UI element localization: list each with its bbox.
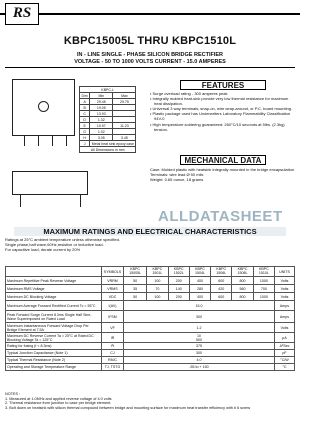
lead xyxy=(66,136,67,146)
lead xyxy=(80,195,81,207)
table-row: Maximum RMS Voltage VRMS 35 70 140 280 420 560 700 Volts xyxy=(6,285,295,293)
dim-cell: E xyxy=(80,123,90,129)
table-row: Maximum Repetitive Peak Reverse Voltage VRRM 50 100 200 400 600 800 1000 Volts xyxy=(6,277,295,285)
ratings-conditions xyxy=(5,237,205,252)
company-logo: RS xyxy=(5,3,39,25)
table-header: KBPC 1510L xyxy=(253,267,274,277)
dim-header: Dim xyxy=(81,93,88,98)
table-row: Typical Thermal Resistance (Note 2) RθJC 4.0 °C/W xyxy=(6,357,295,364)
feature-item: • Universal 3 way terminals; snap-on, wire wrap-around, or P.C. board mounting. xyxy=(150,106,293,112)
ratings-table xyxy=(5,266,295,371)
dim-cell: 11.23 xyxy=(113,123,136,129)
table-header: KBPC 15005L xyxy=(124,267,147,277)
note-item: 3. Bolt down on heatsink with silicon thermal compound between bridge and mounting surface for maximum heat transfer efficiency with # 6 screw xyxy=(5,405,251,410)
lead xyxy=(20,195,21,207)
lead xyxy=(24,136,25,146)
subtitle-ratings: VOLTAGE - 50 TO 1000 VOLTS CURRENT - 15.0 AMPERES xyxy=(74,59,226,65)
dim-cell: 29.75 xyxy=(113,99,136,105)
table-row: Maximum Instantaneous Forward Voltage Drop Per Bridge Element at 7.5A VF 1.2 Volts xyxy=(6,323,295,333)
dim-footer: All Dimensions in mm xyxy=(80,147,136,153)
condition-line: Ratings at 25°C ambient temperature unless otherwise specified. xyxy=(5,237,120,242)
dim-cell: J xyxy=(80,141,90,147)
condition-line: For capacitive load, derate current by 20% xyxy=(5,247,81,252)
mechanical-line: Terminals: wire lead Ø 50 mils xyxy=(150,172,204,177)
table-row: Rating for fusing (t < 8.3ms) I²t 375 A²Sec xyxy=(6,343,295,350)
dim-table-caption: KBPC-L xyxy=(80,87,136,93)
table-row: Typical Junction Capacitance (Note 1) CJ 300 pF xyxy=(6,350,295,357)
table-header: KBPC 1502L xyxy=(168,267,189,277)
dim-cell: B xyxy=(80,105,90,111)
feature-item: • High temperature soldering guaranteed: 260°C/10 seconds at 5lbs. (2.3kg) tension. xyxy=(150,121,285,132)
note-item: 2. Thermal resistance from junction to case per bridge element. xyxy=(5,401,112,406)
table-header: UNITS xyxy=(275,267,295,277)
table-header xyxy=(6,267,102,277)
mechanical-heading: MECHANICAL DATA xyxy=(180,155,266,165)
dim-cell: 1.02 xyxy=(90,129,113,135)
dim-cell: G xyxy=(80,129,90,135)
mechanical-line: Case: Molded plastic with heatsink integrally mounted in the bridge encapsulation xyxy=(150,167,295,172)
lead xyxy=(52,136,53,146)
notes-title: NOTES : xyxy=(5,392,21,396)
feature-item: • Integrally molded heat-sink provide very low thermal resistance for maximum heat dissipation. xyxy=(150,96,289,107)
table-row: Maximum Average Forward Rectified Current Tc = 55°C I(AV) 15.0 Amps xyxy=(6,301,295,311)
dim-header: Min xyxy=(90,93,113,99)
dim-cell: 13.93 xyxy=(90,111,113,117)
table-row: Maximum DC Blocking Voltage VDC 50 100 200 400 600 800 1000 Volts xyxy=(6,293,295,301)
mounting-hole xyxy=(38,101,49,112)
table-row: Maximum DC Reverse Current Ta = 25°C at Rated DC Blocking Voltage Ta = 125°C IR 10 500 μA xyxy=(6,333,295,343)
dimension-table xyxy=(79,86,136,153)
table-header: KBPC 1508L xyxy=(232,267,253,277)
part-title: KBPC15005L THRU KBPC1510L xyxy=(63,35,237,47)
table-header: KBPC 1506L xyxy=(211,267,232,277)
dim-cell: C xyxy=(80,111,90,117)
condition-line: Single phase,half wave,60Hz,resistive or inductive load. xyxy=(5,242,104,247)
dim-cell: 3.45 xyxy=(113,135,136,141)
package-side-view xyxy=(12,171,88,195)
mechanical-data xyxy=(150,167,296,182)
subtitle-device: IN - LINE SINGLE - PHASE SILICON BRIDGE RECTIFIER xyxy=(76,52,224,58)
table-row: Operating and Storage Temperature Range TJ, TSTG -55 to + 150 °C xyxy=(6,364,295,371)
features-heading: FEATURES xyxy=(180,80,266,90)
title-divider xyxy=(5,67,295,68)
mechanical-line: Weight: 0.65 ounce, 18 grams xyxy=(150,177,204,182)
dim-cell: 19.05 xyxy=(90,105,113,111)
table-row: Peak Forward Surge Current 8.3ms Single Half Sine-Wave Superimposed on Rated Load IFSM 300 Amps xyxy=(6,311,295,323)
dim-cell: A xyxy=(80,99,90,105)
lead xyxy=(38,136,39,146)
table-header: KBPC 1501L xyxy=(147,267,168,277)
watermark: ALLDATASHEET xyxy=(158,208,283,225)
header-rule xyxy=(0,13,300,15)
notes xyxy=(5,392,295,410)
ratings-heading: MAXIMUM RATINGS AND ELECTRICAL CHARACTERISTICS xyxy=(14,227,286,236)
table-header: KBPC 1504L xyxy=(189,267,210,277)
feature-item: • Plastic package used has Underwriters Laboratory Flammability Classification 94V-0 xyxy=(150,111,291,122)
dim-header: Max xyxy=(113,93,136,99)
feature-item: • Surge overload rating - 300 amperes peak xyxy=(150,91,228,96)
dim-cell: D xyxy=(80,117,90,123)
dim-cell: 3.05 xyxy=(90,135,113,141)
note-item: 1. Measured at 1.0MHz and applied reverse voltage of 4.0 volts xyxy=(5,396,112,401)
dim-cell: 29.45 xyxy=(90,99,113,105)
dim-cell: 10.97 xyxy=(90,123,113,129)
table-header: SYMBOLS xyxy=(102,267,124,277)
features-list xyxy=(150,91,296,132)
dim-cell: 1.32 xyxy=(90,117,113,123)
dim-cell: H xyxy=(80,135,90,141)
dim-cell: Metal heat sink epoxy case xyxy=(91,141,134,146)
